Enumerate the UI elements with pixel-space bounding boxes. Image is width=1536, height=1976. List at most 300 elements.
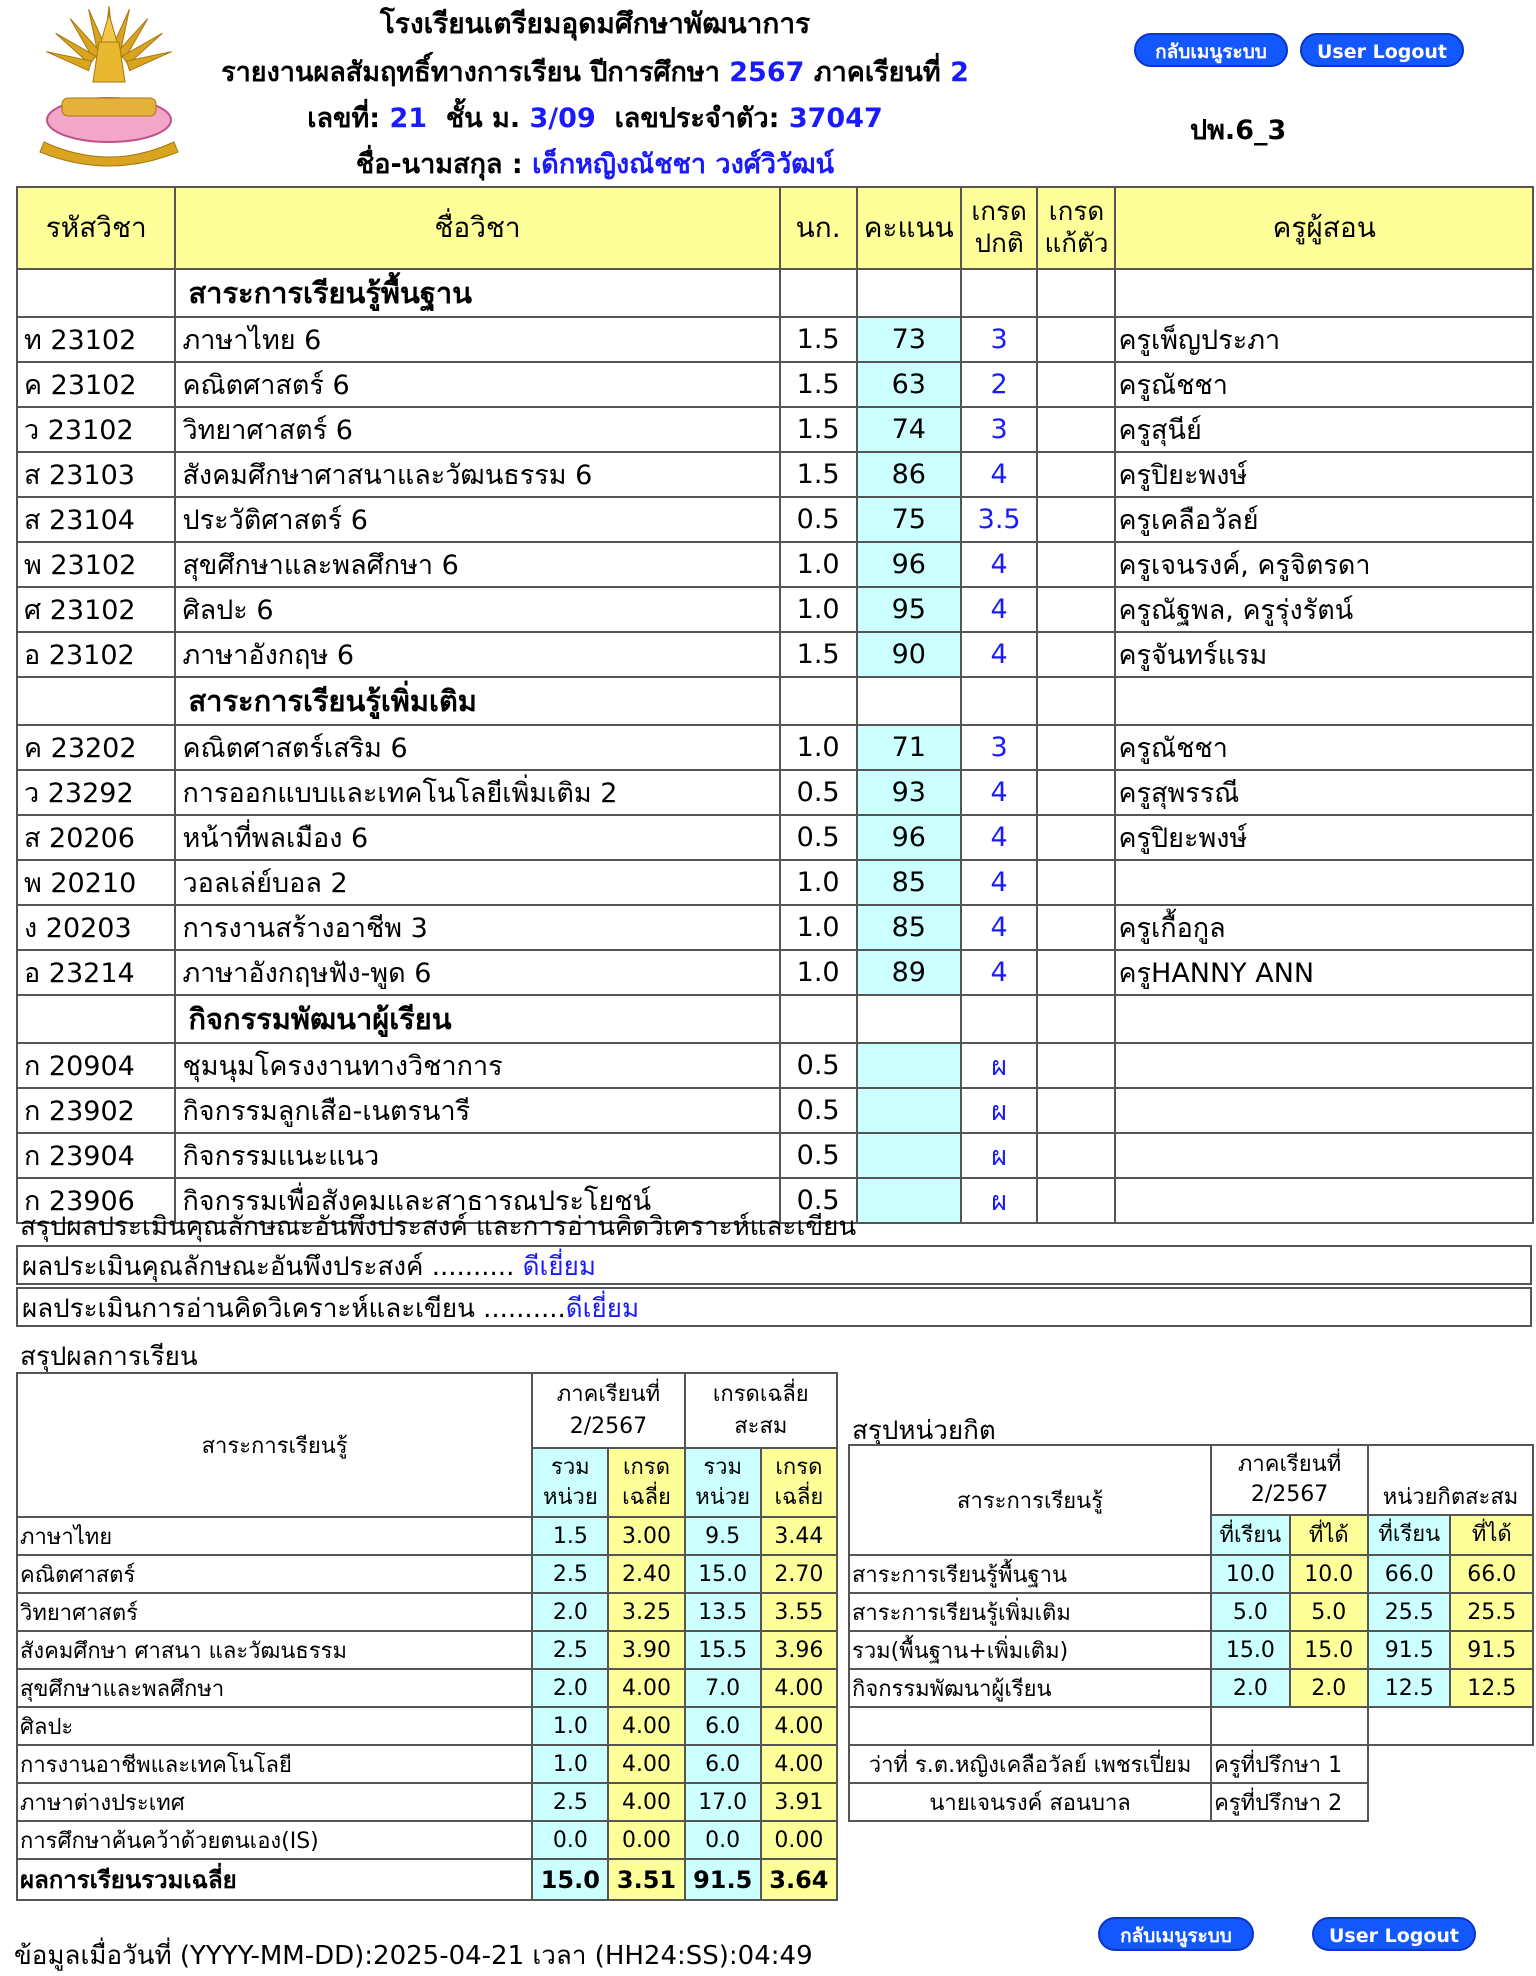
subject-score: 73 — [857, 317, 961, 362]
subject-row — [17, 587, 1533, 632]
subject-grade-fix — [1037, 770, 1115, 815]
summary-cum-gpa: 3.91 — [761, 1783, 837, 1821]
term-label: ภาคเรียนที่ — [813, 57, 941, 88]
report-title-prefix: รายงานผลสัมฤทธิ์ทางการเรียน ปีการศึกษา — [221, 57, 720, 88]
subject-name: ภาษาไทย 6 — [175, 317, 779, 362]
section-title: กิจกรรมพัฒนาผู้เรียน — [175, 995, 779, 1043]
subject-teacher: ครูเกื้อกูล — [1115, 905, 1533, 950]
grades-body — [17, 269, 1533, 1223]
subject-credit: 0.5 — [780, 1178, 857, 1223]
subject-code: ก 23902 — [17, 1088, 175, 1133]
subject-name: กิจกรรมเพื่อสังคมและสาธารณประโยชน์ — [175, 1178, 779, 1223]
credits-body — [849, 1555, 1533, 1821]
credits-cum-earned: 66.0 — [1450, 1555, 1533, 1593]
summary-row — [17, 1593, 837, 1631]
col-grade-normal-1: เกรด — [971, 197, 1027, 227]
subject-row — [17, 770, 1533, 815]
section-empty-cell — [857, 995, 961, 1043]
credits-heading: สรุปหน่วยกิต — [852, 1416, 996, 1446]
subject-grade: ผ — [961, 1088, 1038, 1133]
credits-area: สาระการเรียนรู้เพิ่มเติม — [849, 1593, 1211, 1631]
subject-grade: ผ — [961, 1178, 1038, 1223]
credits-sub-taken: ที่เรียน — [1211, 1515, 1289, 1555]
subject-code: ก 23906 — [17, 1178, 175, 1223]
subject-credit: 0.5 — [780, 1088, 857, 1133]
summary-term-gpa: 3.90 — [608, 1631, 684, 1669]
credits-term-taken: 15.0 — [1211, 1631, 1289, 1669]
subject-name: ชุมนุมโครงงานทางวิชาการ — [175, 1043, 779, 1088]
summary-col-area: สาระการเรียนรู้ — [17, 1373, 532, 1517]
subject-teacher: ครูปิยะพงษ์ — [1115, 815, 1533, 860]
summary-heading: สรุปผลการเรียน — [20, 1342, 198, 1372]
credits-blank-cell — [1368, 1707, 1533, 1745]
characteristic-assessment — [16, 1245, 1532, 1285]
summary-area: ภาษาต่างประเทศ — [17, 1783, 532, 1821]
advisor-empty — [1368, 1745, 1533, 1783]
subject-grade-fix — [1037, 725, 1115, 770]
credits-cum-taken: 91.5 — [1368, 1631, 1450, 1669]
summary-cum-gpa: 3.55 — [761, 1593, 837, 1631]
section-code-cell — [17, 677, 175, 725]
summary-cum-units: 13.5 — [685, 1593, 761, 1631]
credits-blank-cell — [849, 1707, 1211, 1745]
advisor-role: ครูที่ปรึกษา 1 — [1211, 1745, 1368, 1783]
subject-credit: 1.5 — [780, 317, 857, 362]
subject-name: การงานสร้างอาชีพ 3 — [175, 905, 779, 950]
subject-teacher: ครูHANNY ANN — [1115, 950, 1533, 995]
subject-code: ท 23102 — [17, 317, 175, 362]
subject-score — [857, 1178, 961, 1223]
summary-term-gpa: 4.00 — [608, 1707, 684, 1745]
summary-col-cum-2: สะสม — [734, 1413, 788, 1439]
student-id-label: เลขประจำตัว: — [614, 103, 780, 134]
subject-code: ส 23103 — [17, 452, 175, 497]
subject-name: หน้าที่พลเมือง 6 — [175, 815, 779, 860]
credits-row — [849, 1593, 1533, 1631]
subject-teacher: ครูปิยะพงษ์ — [1115, 452, 1533, 497]
subject-code: ค 23202 — [17, 725, 175, 770]
summary-term-gpa: 4.00 — [608, 1669, 684, 1707]
section-title: สาระการเรียนรู้พื้นฐาน — [175, 269, 779, 317]
col-score: คะแนน — [857, 187, 961, 269]
col-subject: ชื่อวิชา — [175, 187, 779, 269]
grades-table — [16, 186, 1534, 1224]
subject-credit: 1.0 — [780, 905, 857, 950]
subject-code: อ 23214 — [17, 950, 175, 995]
col-grade-fix-2: แก้ตัว — [1044, 229, 1109, 259]
subject-credit: 1.5 — [780, 407, 857, 452]
credits-table — [848, 1444, 1534, 1822]
section-empty-cell — [1037, 269, 1115, 317]
section-empty-cell — [1037, 995, 1115, 1043]
footer-back-to-menu-button[interactable]: กลับเมนูระบบ — [1098, 1917, 1254, 1951]
subject-score: 85 — [857, 860, 961, 905]
student-name-line — [0, 142, 1190, 185]
summary-sub-gpa-1: เกรด — [623, 1454, 670, 1480]
subject-score — [857, 1043, 961, 1088]
credits-sub-earned: ที่ได้ — [1290, 1515, 1368, 1555]
summary-sub-units — [532, 1448, 608, 1517]
summary-cum-gpa: 4.00 — [761, 1745, 837, 1783]
subject-name: ภาษาอังกฤษฟัง-พูด 6 — [175, 950, 779, 995]
subject-grade-fix — [1037, 452, 1115, 497]
subject-name: คณิตศาสตร์ 6 — [175, 362, 779, 407]
subject-teacher: ครูสุนีย์ — [1115, 407, 1533, 452]
subject-teacher — [1115, 1088, 1533, 1133]
subject-code: พ 20210 — [17, 860, 175, 905]
advisor-row — [849, 1783, 1533, 1821]
summary-cum-units: 7.0 — [685, 1669, 761, 1707]
summary-cum-units: 9.5 — [685, 1517, 761, 1555]
summary-cum-units: 15.0 — [685, 1555, 761, 1593]
subject-grade: ผ — [961, 1043, 1038, 1088]
subject-row — [17, 905, 1533, 950]
credits-cum-earned: 25.5 — [1450, 1593, 1533, 1631]
section-empty-cell — [857, 677, 961, 725]
summary-sub-gpa — [608, 1448, 684, 1517]
subject-row — [17, 860, 1533, 905]
subject-row — [17, 497, 1533, 542]
summary-term-units: 1.0 — [532, 1707, 608, 1745]
credits-cum-taken: 66.0 — [1368, 1555, 1450, 1593]
col-grade-normal-2: ปกติ — [974, 229, 1024, 259]
credits-col-term-1: ภาคเรียนที่ — [1237, 1451, 1342, 1477]
summary-area: วิทยาศาสตร์ — [17, 1593, 532, 1631]
subject-grade-fix — [1037, 950, 1115, 995]
subject-credit: 1.0 — [780, 542, 857, 587]
subject-row — [17, 725, 1533, 770]
advisor-name: นายเจนรงค์ สอนบาล — [849, 1783, 1211, 1821]
subject-teacher: ครูเคลือวัลย์ — [1115, 497, 1533, 542]
subject-credit: 1.0 — [780, 950, 857, 995]
subject-code: ง 20203 — [17, 905, 175, 950]
characteristic-label: ผลประเมินคุณลักษณะอันพึงประสงค์ .......... — [22, 1252, 523, 1282]
reading-label: ผลประเมินการอ่านคิดวิเคราะห์และเขียน .......... — [22, 1294, 566, 1324]
summary-row — [17, 1517, 837, 1555]
credits-term-earned: 15.0 — [1290, 1631, 1368, 1669]
subject-teacher: ครูณัชชา — [1115, 725, 1533, 770]
summary-cum-units: 91.5 — [685, 1859, 761, 1900]
summary-cum-gpa: 2.70 — [761, 1555, 837, 1593]
subject-credit: 0.5 — [780, 1133, 857, 1178]
summary-term-units: 2.0 — [532, 1669, 608, 1707]
section-empty-cell — [1115, 995, 1533, 1043]
summary-area: คณิตศาสตร์ — [17, 1555, 532, 1593]
subject-teacher: ครูเพ็ญประภา — [1115, 317, 1533, 362]
summary-sub-cum-gpa — [761, 1448, 837, 1517]
class-value: 3/09 — [529, 103, 596, 134]
credits-col-area: สาระการเรียนรู้ — [849, 1445, 1211, 1555]
subject-credit: 0.5 — [780, 815, 857, 860]
subject-row — [17, 950, 1533, 995]
subject-row — [17, 1088, 1533, 1133]
summary-cum-units: 6.0 — [685, 1745, 761, 1783]
credits-blank-cell — [1211, 1707, 1368, 1745]
subject-score: 85 — [857, 905, 961, 950]
subject-teacher — [1115, 1043, 1533, 1088]
subject-row — [17, 407, 1533, 452]
student-name: เด็กหญิงณัชชา วงศ์วิวัฒน์ — [532, 149, 835, 180]
subject-credit: 0.5 — [780, 497, 857, 542]
summary-term-units: 0.0 — [532, 1821, 608, 1859]
subject-grade: 3 — [961, 725, 1038, 770]
student-no: 21 — [389, 103, 428, 134]
credits-term-taken: 2.0 — [1211, 1669, 1289, 1707]
subject-grade-fix — [1037, 587, 1115, 632]
credits-row — [849, 1669, 1533, 1707]
summary-cum-units: 15.5 — [685, 1631, 761, 1669]
subject-grade: 3 — [961, 407, 1038, 452]
subject-score: 86 — [857, 452, 961, 497]
student-id: 37047 — [788, 103, 883, 134]
subject-score: 75 — [857, 497, 961, 542]
subject-score: 89 — [857, 950, 961, 995]
section-row — [17, 995, 1533, 1043]
subject-code: พ 23102 — [17, 542, 175, 587]
advisor-empty — [1368, 1783, 1533, 1821]
col-grade-normal — [961, 187, 1038, 269]
summary-sub-gpa-2: เฉลี่ย — [622, 1484, 671, 1510]
subject-grade-fix — [1037, 1133, 1115, 1178]
summary-term-gpa: 3.00 — [608, 1517, 684, 1555]
subject-code: ค 23102 — [17, 362, 175, 407]
student-info — [0, 96, 1190, 139]
subject-code: ก 20904 — [17, 1043, 175, 1088]
summary-area: การงานอาชีพและเทคโนโลยี — [17, 1745, 532, 1783]
credits-col-term — [1211, 1445, 1368, 1515]
subject-teacher — [1115, 860, 1533, 905]
col-grade-fix-1: เกรด — [1048, 197, 1105, 227]
credits-term-taken: 10.0 — [1211, 1555, 1289, 1593]
subject-name: วิทยาศาสตร์ 6 — [175, 407, 779, 452]
characteristic-value: ดีเยี่ยม — [522, 1252, 596, 1282]
subject-row — [17, 452, 1533, 497]
form-code: ปพ.6_3 — [1190, 115, 1287, 146]
subject-row — [17, 1133, 1533, 1178]
subject-credit: 1.5 — [780, 452, 857, 497]
col-code: รหัสวิชา — [17, 187, 175, 269]
assessment-heading: สรุปผลประเมินคุณลักษณะอันพึงประสงค์ และการอ่านคิดวิเคราะห์และเขียน — [20, 1212, 857, 1242]
subject-grade-fix — [1037, 362, 1115, 407]
subject-grade-fix — [1037, 905, 1115, 950]
section-empty-cell — [780, 995, 857, 1043]
subject-teacher: ครูณัฐพล, ครูรุ่งรัตน์ — [1115, 587, 1533, 632]
subject-grade: ผ — [961, 1133, 1038, 1178]
summary-term-units: 2.5 — [532, 1555, 608, 1593]
footer-logout-button[interactable]: User Logout — [1312, 1917, 1476, 1951]
credits-cum-earned: 12.5 — [1450, 1669, 1533, 1707]
subject-grade: 2 — [961, 362, 1038, 407]
summary-col-cum-1: เกรดเฉลี่ย — [712, 1381, 809, 1407]
subject-score — [857, 1088, 961, 1133]
summary-term-gpa: 3.25 — [608, 1593, 684, 1631]
subject-row — [17, 542, 1533, 587]
summary-sub-cum-units-2: หน่วย — [695, 1484, 751, 1510]
section-empty-cell — [1115, 677, 1533, 725]
subject-grade: 4 — [961, 770, 1038, 815]
subject-grade: 4 — [961, 815, 1038, 860]
subject-credit: 1.0 — [780, 725, 857, 770]
summary-total-row — [17, 1859, 837, 1900]
credits-term-earned: 10.0 — [1290, 1555, 1368, 1593]
summary-sub-cum-units — [685, 1448, 761, 1517]
subject-name: ประวัติศาสตร์ 6 — [175, 497, 779, 542]
advisor-name: ว่าที่ ร.ต.หญิงเคลือวัลย์ เพชรเปี่ยม — [849, 1745, 1211, 1783]
credits-term-earned: 2.0 — [1290, 1669, 1368, 1707]
section-empty-cell — [1115, 269, 1533, 317]
summary-area: ผลการเรียนรวมเฉลี่ย — [17, 1859, 532, 1900]
summary-body — [17, 1517, 837, 1900]
summary-cum-units: 0.0 — [685, 1821, 761, 1859]
summary-area: การศึกษาค้นคว้าด้วยตนเอง(IS) — [17, 1821, 532, 1859]
summary-term-units: 2.0 — [532, 1593, 608, 1631]
subject-grade: 4 — [961, 632, 1038, 677]
credits-sub-cum-earned: ที่ได้ — [1450, 1515, 1533, 1555]
subject-grade-fix — [1037, 1043, 1115, 1088]
report-title — [0, 50, 1190, 93]
subject-grade-fix — [1037, 1088, 1115, 1133]
subject-name: กิจกรรมแนะแนว — [175, 1133, 779, 1178]
subject-grade-fix — [1037, 542, 1115, 587]
credits-row — [849, 1631, 1533, 1669]
summary-term-gpa: 4.00 — [608, 1783, 684, 1821]
subject-name: ศิลปะ 6 — [175, 587, 779, 632]
credits-area: สาระการเรียนรู้พื้นฐาน — [849, 1555, 1211, 1593]
summary-cum-gpa: 4.00 — [761, 1669, 837, 1707]
summary-area: สุขศึกษาและพลศึกษา — [17, 1669, 532, 1707]
subject-score: 93 — [857, 770, 961, 815]
subject-grade: 4 — [961, 950, 1038, 995]
section-empty-cell — [961, 995, 1038, 1043]
subject-credit: 1.0 — [780, 860, 857, 905]
summary-term-gpa: 0.00 — [608, 1821, 684, 1859]
subject-teacher: ครูเจนรงค์, ครูจิตรดา — [1115, 542, 1533, 587]
summary-term-gpa: 4.00 — [608, 1745, 684, 1783]
summary-sub-cum-gpa-1: เกรด — [775, 1454, 823, 1480]
reading-value: ดีเยี่ยม — [565, 1294, 640, 1324]
section-empty-cell — [857, 269, 961, 317]
section-empty-cell — [961, 677, 1038, 725]
subject-grade: 4 — [961, 587, 1038, 632]
subject-score: 95 — [857, 587, 961, 632]
col-credit: นก. — [780, 187, 857, 269]
summary-col-cum — [685, 1373, 837, 1448]
subject-grade-fix — [1037, 497, 1115, 542]
summary-sub-cum-units-1: รวม — [703, 1454, 743, 1480]
subject-name: วอลเล่ย์บอล 2 — [175, 860, 779, 905]
subject-code: ส 20206 — [17, 815, 175, 860]
academic-year: 2567 — [729, 57, 805, 88]
subject-grade: 3 — [961, 317, 1038, 362]
credits-row — [849, 1555, 1533, 1593]
data-timestamp: ข้อมูลเมื่อวันที่ (YYYY-MM-DD):2025-04-21 เวลา (HH24:SS):04:49 — [14, 1941, 813, 1971]
summary-term-units: 1.5 — [532, 1517, 608, 1555]
credits-cum-earned: 91.5 — [1450, 1631, 1533, 1669]
student-no-label: เลขที่: — [307, 103, 381, 134]
reading-assessment — [16, 1287, 1532, 1327]
summary-cum-units: 6.0 — [685, 1707, 761, 1745]
class-label: ชั้น ม. — [445, 103, 521, 134]
back-to-menu-button[interactable]: กลับเมนูระบบ — [1134, 33, 1288, 67]
logout-button[interactable]: User Logout — [1300, 33, 1464, 67]
term-value: 2 — [950, 57, 969, 88]
subject-score: 96 — [857, 542, 961, 587]
subject-name: คณิตศาสตร์เสริม 6 — [175, 725, 779, 770]
subject-teacher — [1115, 1133, 1533, 1178]
credits-term-taken: 5.0 — [1211, 1593, 1289, 1631]
subject-teacher — [1115, 1178, 1533, 1223]
subject-code: ว 23292 — [17, 770, 175, 815]
summary-row — [17, 1821, 837, 1859]
section-empty-cell — [780, 677, 857, 725]
subject-name: กิจกรรมลูกเสือ-เนตรนารี — [175, 1088, 779, 1133]
summary-sub-units-2: หน่วย — [542, 1484, 598, 1510]
student-name-label: ชื่อ-นามสกุล : — [355, 149, 523, 180]
subject-name: ภาษาอังกฤษ 6 — [175, 632, 779, 677]
summary-term-units: 2.5 — [532, 1783, 608, 1821]
col-grade-fix — [1037, 187, 1115, 269]
subject-teacher: ครูสุพรรณี — [1115, 770, 1533, 815]
subject-row — [17, 632, 1533, 677]
subject-score: 74 — [857, 407, 961, 452]
subject-row — [17, 1043, 1533, 1088]
advisor-role: ครูที่ปรึกษา 2 — [1211, 1783, 1368, 1821]
subject-score: 96 — [857, 815, 961, 860]
section-title: สาระการเรียนรู้เพิ่มเติม — [175, 677, 779, 725]
subject-row — [17, 362, 1533, 407]
summary-term-units: 1.0 — [532, 1745, 608, 1783]
subject-code: อ 23102 — [17, 632, 175, 677]
subject-name: สุขศึกษาและพลศึกษา 6 — [175, 542, 779, 587]
credits-cum-taken: 12.5 — [1368, 1669, 1450, 1707]
subject-row — [17, 317, 1533, 362]
subject-grade-fix — [1037, 407, 1115, 452]
summary-row — [17, 1783, 837, 1821]
section-code-cell — [17, 995, 175, 1043]
subject-code: ส 23104 — [17, 497, 175, 542]
subject-code: ก 23904 — [17, 1133, 175, 1178]
credits-term-earned: 5.0 — [1290, 1593, 1368, 1631]
summary-cum-gpa: 3.44 — [761, 1517, 837, 1555]
advisor-row — [849, 1745, 1533, 1783]
col-teacher: ครูผู้สอน — [1115, 187, 1533, 269]
credits-area: กิจกรรมพัฒนาผู้เรียน — [849, 1669, 1211, 1707]
summary-area: ศิลปะ — [17, 1707, 532, 1745]
subject-credit: 1.0 — [780, 587, 857, 632]
section-code-cell — [17, 269, 175, 317]
subject-grade: 4 — [961, 542, 1038, 587]
subject-grade: 4 — [961, 905, 1038, 950]
summary-term-units: 15.0 — [532, 1859, 608, 1900]
subject-credit: 1.5 — [780, 632, 857, 677]
summary-header-row — [17, 1373, 837, 1448]
credits-col-cum: หน่วยกิตสะสม — [1368, 1445, 1533, 1515]
subject-score: 63 — [857, 362, 961, 407]
credits-col-term-2: 2/2567 — [1250, 1481, 1329, 1507]
summary-term-gpa: 3.51 — [608, 1859, 684, 1900]
summary-cum-gpa: 3.64 — [761, 1859, 837, 1900]
subject-code: ว 23102 — [17, 407, 175, 452]
summary-col-term — [532, 1373, 684, 1448]
subject-grade: 4 — [961, 860, 1038, 905]
credits-cum-taken: 25.5 — [1368, 1593, 1450, 1631]
summary-cum-units: 17.0 — [685, 1783, 761, 1821]
summary-row — [17, 1745, 837, 1783]
subject-grade-fix — [1037, 317, 1115, 362]
subject-score: 90 — [857, 632, 961, 677]
subject-grade: 4 — [961, 452, 1038, 497]
summary-row — [17, 1631, 837, 1669]
